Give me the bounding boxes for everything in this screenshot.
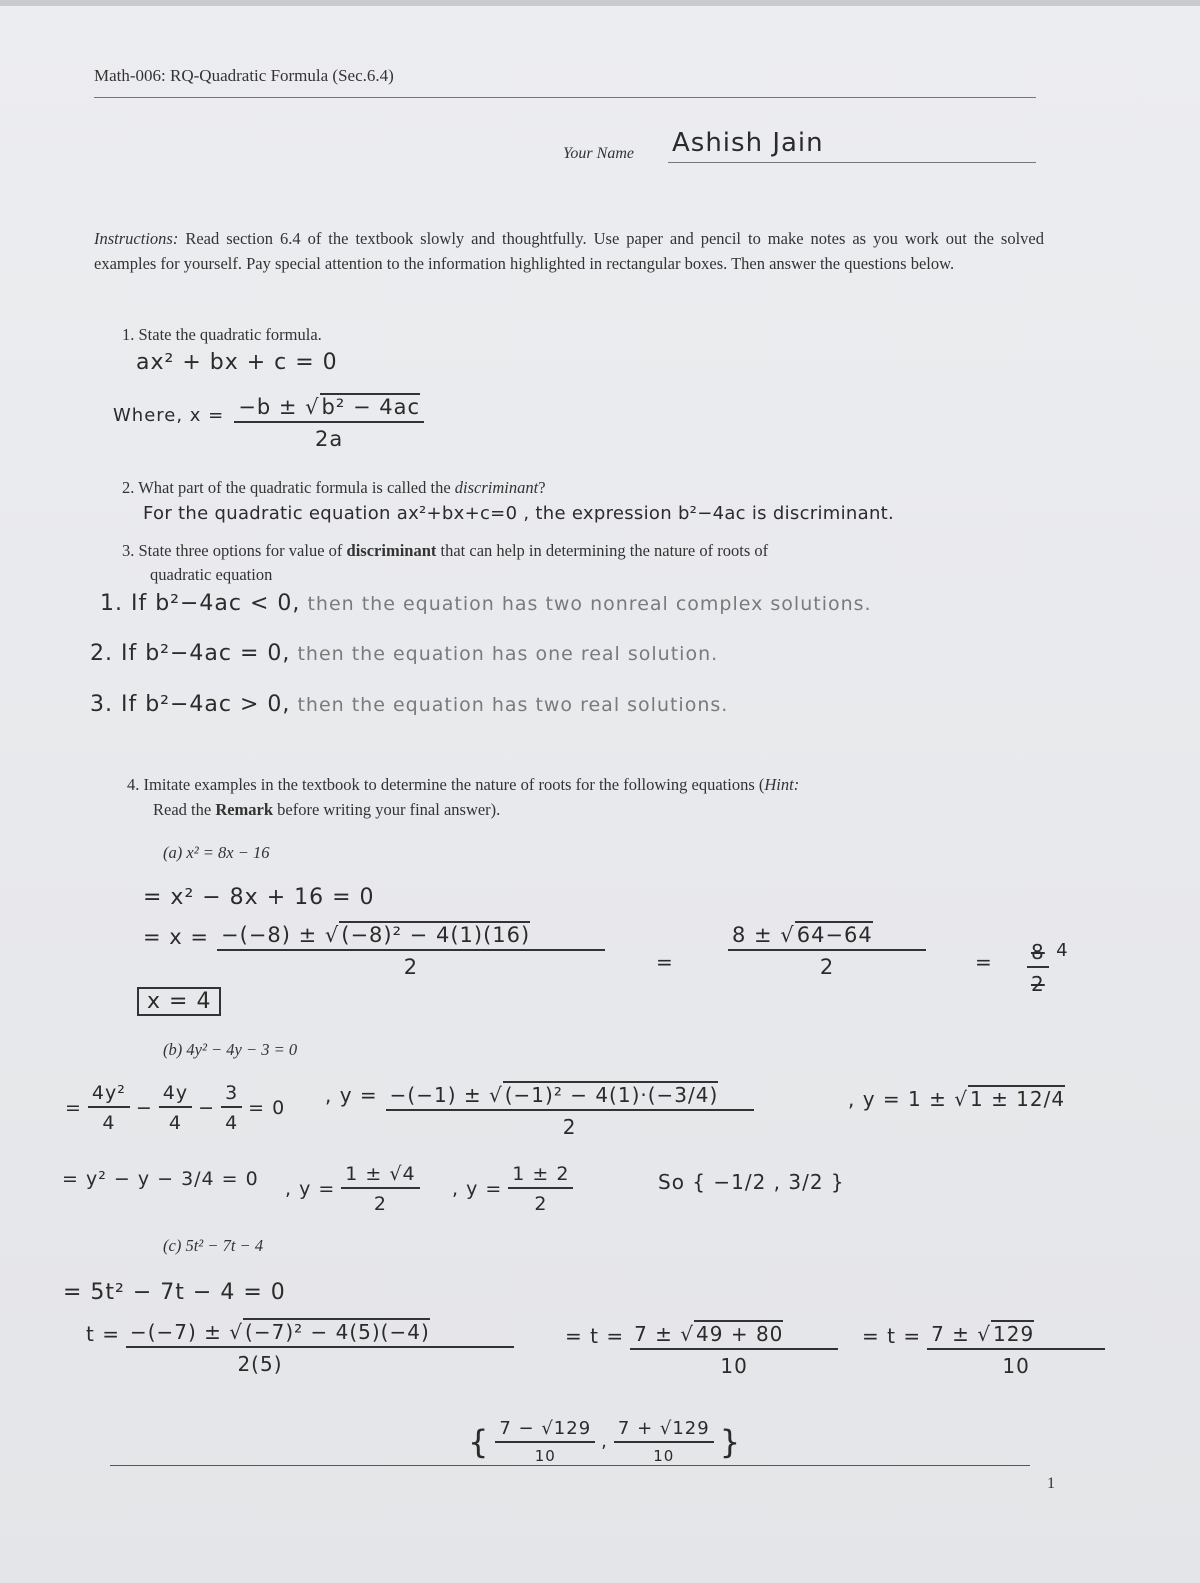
question-2-prompt: [122, 478, 546, 498]
q3-answer-2-condition: 2. If b²−4ac = 0,: [90, 641, 291, 666]
part-a-step-2: [143, 923, 605, 979]
part-b-step-5-num: 1 ± √4: [341, 1163, 419, 1189]
part-c-step-2: [86, 1320, 514, 1376]
q4-remark-term: Remark: [215, 800, 274, 819]
q3-answer-1: [100, 591, 872, 616]
part-a-step-4-den: 2: [1031, 972, 1045, 996]
part-a-step-3-fraction: [728, 923, 926, 979]
set-open-brace: {: [468, 1422, 490, 1461]
q3-prompt-term: discriminant: [346, 541, 437, 560]
header-rule: [94, 97, 1036, 98]
q4-line2-end: before writing your final answer).: [273, 800, 501, 819]
part-c-step-2-rad: (−7)² − 4(5)(−4): [245, 1320, 430, 1344]
question-4-prompt: [127, 775, 799, 795]
q1-answer-formula: [113, 395, 424, 451]
part-a-step-3-den: 2: [819, 955, 835, 979]
q4-hint-label: Hint:: [764, 775, 800, 794]
part-b-step-4: = y² − y − 3/4 = 0: [62, 1168, 259, 1190]
part-c-step-3-lhs: = t =: [565, 1324, 625, 1348]
part-b-step-5-lhs: , y =: [285, 1178, 336, 1200]
q2-prompt-term: discriminant: [454, 478, 539, 497]
part-b-term2-den: 4: [168, 1112, 183, 1134]
part-b-term2-num: 4y: [159, 1082, 192, 1108]
part-b-solution-set: So { −1/2 , 3/2 }: [658, 1170, 845, 1194]
q2-prompt-end: ?: [538, 478, 546, 497]
part-c-step-4-fraction: [927, 1322, 1105, 1378]
part-b-step-3-lhs: , y =: [848, 1087, 901, 1111]
part-c-step-1: = 5t² − 7t − 4 = 0: [63, 1280, 286, 1305]
part-b-term3-den: 4: [225, 1112, 239, 1134]
part-b-step-2-lhs: , y =: [325, 1083, 378, 1107]
instructions-label: Instructions:: [94, 229, 179, 248]
part-c-step-3-den: 10: [720, 1354, 748, 1378]
part-a-answer-box: x = 4: [137, 987, 221, 1016]
part-b-step-6-num: 1 ± 2: [508, 1163, 573, 1189]
part-b-step-6: [452, 1163, 573, 1215]
part-b-term1-den: 4: [102, 1112, 116, 1134]
name-underline: [668, 162, 1036, 163]
part-c-step-2-num: −(−7) ± √: [129, 1320, 244, 1344]
footer-rule: [110, 1465, 1030, 1466]
part-a-step-3: [728, 923, 926, 979]
q2-prompt-text: 2. What part of the quadratic formula is called the: [122, 478, 455, 497]
paper-top-edge: [0, 0, 1200, 6]
part-a-step-3-num: 8 ± √: [732, 923, 795, 947]
part-c-step-4-lhs: = t =: [862, 1324, 922, 1348]
part-c-step-3-num: 7 ± √: [634, 1322, 695, 1346]
part-c-step-2-den: 2(5): [237, 1352, 283, 1376]
part-a-step-4-num: 8: [1027, 940, 1049, 968]
part-c-step-3: [565, 1322, 838, 1378]
question-4-prompt-line2: [153, 800, 500, 820]
instructions-text: Read section 6.4 of the textbook slowly and thoughtfully. Use paper and pencil to make notes as you work out the solved examples for yourself. Pay special attention to the information highlighted in rectangular boxes. Then answer the questions below.: [94, 229, 1045, 273]
q1-where-label: Where, x =: [113, 405, 225, 426]
q1-answer-equation: ax² + bx + c = 0: [136, 350, 338, 375]
quadratic-formula-fraction: [234, 395, 424, 451]
part-a-step-1: = x² − 8x + 16 = 0: [143, 885, 375, 910]
part-c-solution-set: [468, 1418, 741, 1465]
formula-denominator: 2a: [315, 427, 344, 451]
part-a-step-2-lhs: = x =: [143, 925, 209, 949]
part-b-step-3: [848, 1087, 1065, 1111]
name-label: Your Name: [563, 145, 634, 162]
part-a-step-4: [1027, 940, 1069, 996]
q3-answer-3-condition: 3. If b²−4ac > 0,: [90, 692, 291, 717]
q3-answer-3: [90, 692, 728, 717]
part-c-step-2-lhs: t =: [86, 1322, 120, 1346]
part-b-step-1-tail: = 0: [248, 1097, 286, 1119]
q3-answer-2: [90, 641, 718, 666]
part-a-equals-1: =: [656, 950, 674, 974]
formula-radicand: b² − 4ac: [321, 395, 421, 419]
part-c-label: (c) 5t² − 7t − 4: [163, 1236, 264, 1255]
q3-answer-2-result: then the equation has one real solution.: [290, 643, 719, 665]
part-c-step-4-rad: 129: [993, 1322, 1035, 1346]
part-b-step-2-rad: (−1)² − 4(1)·(−3/4): [504, 1083, 719, 1107]
part-c-root-1-num: 7 − √129: [495, 1418, 595, 1443]
part-b-term1-num: 4y²: [88, 1082, 130, 1108]
part-c-root-1-den: 10: [534, 1447, 556, 1465]
part-c-root-2-num: 7 + √129: [614, 1418, 714, 1443]
part-c-step-4-den: 10: [1002, 1354, 1030, 1378]
page-number: 1: [1047, 1475, 1055, 1492]
question-1-prompt: 1. State the quadratic formula.: [122, 325, 322, 344]
name-field[interactable]: Ashish Jain: [672, 128, 824, 158]
q2-answer: For the quadratic equation ax²+bx+c=0 , the expression b²−4ac is discriminant.: [143, 503, 895, 524]
q4-prompt-text: 4. Imitate examples in the textbook to determine the nature of roots for the following equations (: [127, 775, 765, 794]
part-a-step-2-num: −(−8) ± √: [220, 923, 340, 947]
part-c-step-3-rad: 49 + 80: [696, 1322, 784, 1346]
part-b-label: (b) 4y² − 4y − 3 = 0: [163, 1040, 298, 1059]
part-b-step-2-num: −(−1) ± √: [389, 1083, 503, 1107]
instructions-block: [94, 226, 1044, 276]
question-3-prompt: [122, 541, 768, 561]
part-a-step-2-fraction: [217, 923, 605, 979]
formula-numerator: −b ± √: [238, 395, 320, 419]
part-c-step-2-fraction: [126, 1320, 514, 1376]
part-b-step-2-den: 2: [562, 1115, 577, 1139]
part-c-root-2-den: 10: [653, 1447, 675, 1465]
course-title: Math-006: RQ-Quadratic Formula (Sec.6.4): [94, 66, 394, 85]
part-a-step-2-rad: (−8)² − 4(1)(16): [341, 923, 531, 947]
q3-answer-1-condition: 1. If b²−4ac < 0,: [100, 591, 301, 616]
part-a-step-4-fraction: [1027, 940, 1049, 996]
question-3-prompt-line2: quadratic equation: [150, 565, 273, 584]
part-c-step-4: [862, 1322, 1105, 1378]
part-b-step-5-den: 2: [373, 1193, 387, 1215]
part-a-label: (a) x² = 8x − 16: [163, 843, 270, 862]
part-c-step-3-fraction: [630, 1322, 838, 1378]
q3-answer-1-result: then the equation has two nonreal complex solutions.: [300, 593, 872, 615]
q3-prompt-end: that can help in determining the nature of roots of: [436, 541, 769, 560]
part-b-step-1-eq: =: [65, 1097, 82, 1119]
part-b-step-6-lhs: , y =: [452, 1178, 503, 1200]
part-b-step-2-fraction: [386, 1083, 754, 1139]
set-separator: ,: [601, 1431, 608, 1452]
q3-answer-3-result: then the equation has two real solutions.: [290, 694, 729, 716]
part-b-step-5: [285, 1163, 420, 1215]
part-b-step-2: [325, 1083, 754, 1139]
part-b-step-1: = $\frac{\text{4y²}}{4}$ − $\frac{4y}{4}$ − $\frac{3}{4}$ = 0: [65, 1082, 286, 1134]
part-a-step-4-result: 4: [1056, 940, 1069, 961]
part-a-step-2-den: 2: [403, 955, 419, 979]
q4-line2-text: Read the: [153, 800, 216, 819]
q3-prompt-text: 3. State three options for value of: [122, 541, 347, 560]
part-a-equals-2: =: [975, 950, 993, 974]
part-b-step-3-rad: 1 ± 12/4: [969, 1087, 1066, 1111]
part-b-step-6-den: 2: [534, 1193, 548, 1215]
part-c-step-4-num: 7 ± √: [931, 1322, 992, 1346]
part-b-term3-num: 3: [221, 1082, 242, 1108]
set-close-brace: }: [719, 1422, 742, 1461]
part-a-step-3-rad: 64−64: [796, 923, 873, 947]
part-b-step-3-num: 1 ± √: [908, 1087, 968, 1111]
